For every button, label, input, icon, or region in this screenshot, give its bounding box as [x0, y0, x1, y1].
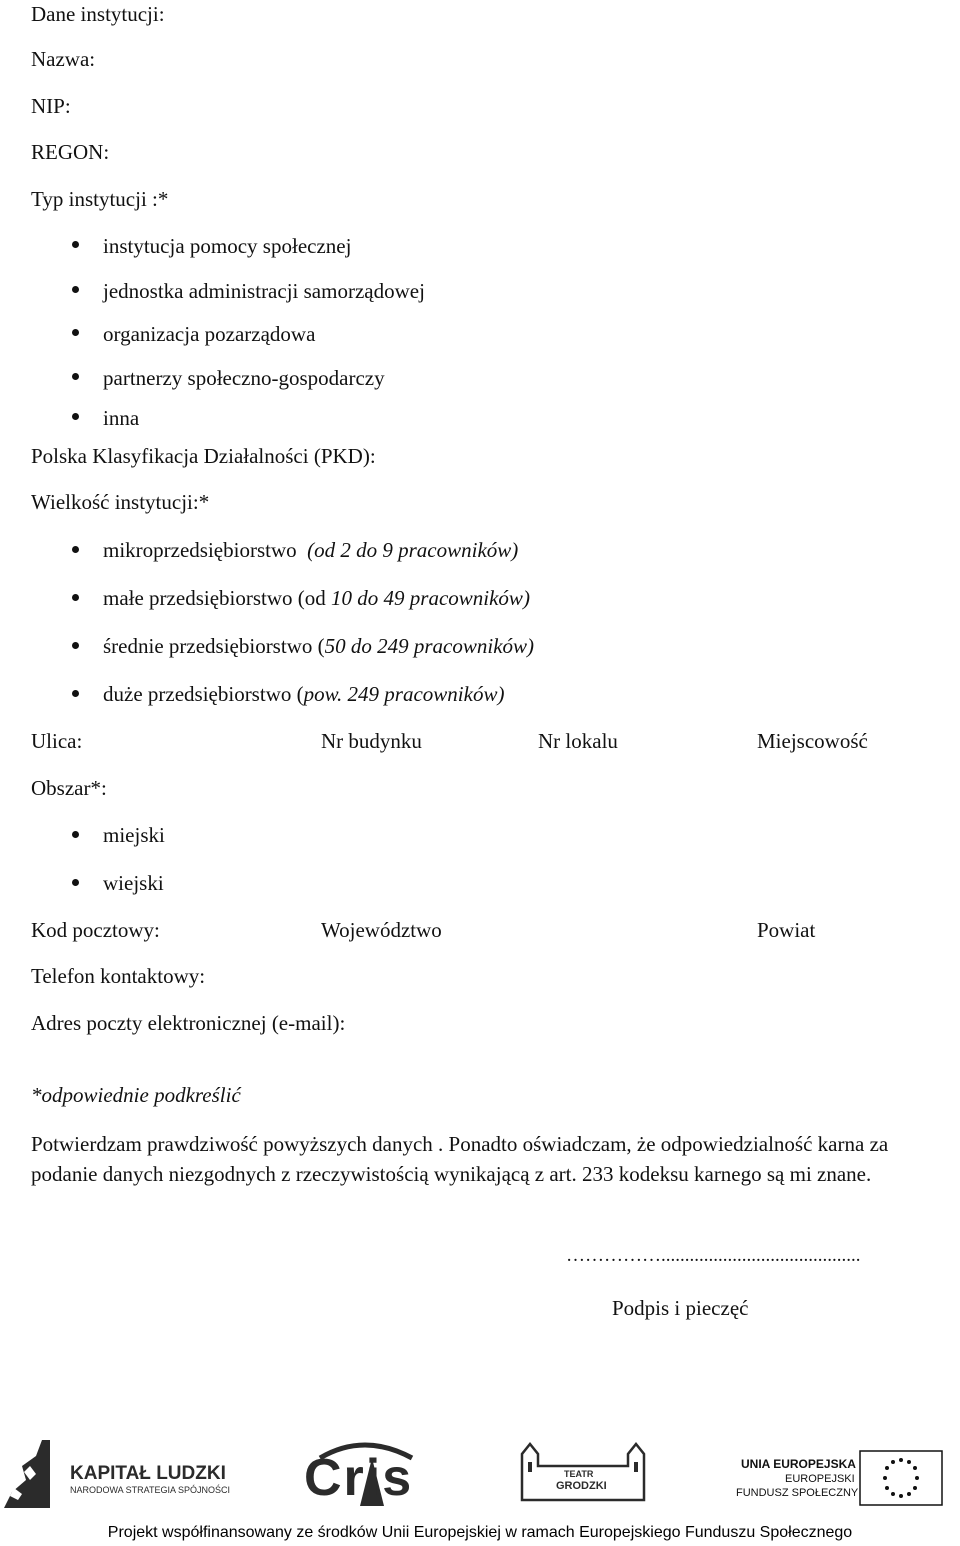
building-label: Nr budynku	[321, 729, 422, 753]
bullet-icon	[72, 413, 79, 420]
size-option-name: mikroprzedsiębiorstwo	[103, 538, 297, 562]
postal-label: Kod pocztowy:	[31, 918, 160, 942]
size-label: Wielkość instytucji:*	[31, 490, 210, 514]
street-label: Ulica:	[31, 729, 83, 753]
bullet-icon	[72, 286, 79, 293]
name-label: Nazwa:	[31, 47, 96, 71]
type-option: inna	[103, 406, 140, 430]
note: *odpowiednie podkreślić	[31, 1083, 241, 1107]
bullet-icon	[72, 831, 79, 838]
bullet-icon	[72, 690, 79, 697]
footer-text: Projekt współfinansowany ze środków Unii Europejskiej w ramach Europejskiego Funduszu Społecznego	[107, 1524, 853, 1541]
bullet-icon	[72, 241, 79, 248]
size-option	[103, 636, 534, 657]
kapital-ludzki-subtitle: NARODOWA STRATEGIA SPÓJNOŚCI	[70, 1485, 231, 1495]
grodzki-text: GRODZKI	[556, 1480, 607, 1492]
cris-text: Cris	[304, 1449, 414, 1507]
signature-label: Podpis i pieczęć	[612, 1296, 749, 1320]
size-option-name: duże przedsiębiorstwo (	[103, 682, 304, 706]
area-option: miejski	[103, 823, 165, 847]
teatr-text: TEATR	[564, 1469, 594, 1479]
bullet-icon	[72, 879, 79, 886]
section-title: Dane instytucji:	[31, 2, 165, 26]
size-option-detail: 10 do 49 pracowników)	[331, 586, 530, 610]
apartment-label: Nr lokalu	[538, 729, 618, 753]
email-label: Adres poczty elektronicznej (e-mail):	[31, 1011, 346, 1035]
size-option-name: małe przedsiębiorstwo (od	[103, 586, 332, 610]
eu-fund-line1: EUROPEJSKI	[785, 1473, 855, 1485]
type-option: jednostka administracji samorządowej	[103, 279, 425, 303]
size-option-detail: (od 2 do 9 pracowników)	[307, 538, 519, 562]
area-option: wiejski	[103, 871, 164, 895]
eu-flag-icon	[859, 1450, 943, 1506]
declaration-line: podanie danych niezgodnych z rzeczywistością wynikającą z art. 233 kodeksu karnego są mi znane.	[31, 1162, 872, 1186]
size-option	[103, 588, 530, 609]
kapital-ludzki-logo	[2, 1436, 242, 1512]
type-option: organizacja pozarządowa	[103, 322, 316, 346]
size-option	[103, 540, 518, 561]
county-label: Powiat	[757, 918, 816, 942]
eu-title: UNIA EUROPEJSKA	[741, 1457, 856, 1471]
size-option-detail: pow. 249 pracowników)	[303, 682, 505, 706]
teatr-grodzki-logo	[518, 1440, 648, 1502]
type-label: Typ instytucji :*	[31, 187, 169, 211]
nip-label: NIP:	[31, 94, 71, 118]
phone-label: Telefon kontaktowy:	[31, 964, 206, 988]
kapital-ludzki-emblem-icon	[2, 1436, 62, 1512]
voivodeship-label: Województwo	[321, 918, 442, 942]
type-option: instytucja pomocy społecznej	[103, 234, 352, 258]
city-label: Miejscowość	[757, 729, 868, 753]
size-option-name: średnie przedsiębiorstwo (	[103, 634, 325, 658]
area-label: Obszar*:	[31, 776, 107, 800]
bullet-icon	[72, 329, 79, 336]
eu-fund-line2: FUNDUSZ SPOŁECZNY	[736, 1487, 859, 1499]
pkd-label: Polska Klasyfikacja Działalności (PKD):	[31, 444, 376, 468]
bullet-icon	[72, 594, 79, 601]
bullet-icon	[72, 642, 79, 649]
signature-line: ……………..........................................	[566, 1245, 861, 1266]
cris-logo	[302, 1436, 427, 1508]
size-option-detail: 50 do 249 pracowników)	[324, 634, 535, 658]
size-option	[103, 684, 504, 705]
kapital-ludzki-title: KAPITAŁ LUDZKI	[70, 1463, 226, 1484]
eu-logo	[735, 1450, 960, 1512]
declaration-line: Potwierdzam prawdziwość powyższych danych . Ponadto oświadczam, że odpowiedzialność karna za	[31, 1132, 889, 1156]
regon-label: REGON:	[31, 140, 110, 164]
bullet-icon	[72, 373, 79, 380]
type-option: partnerzy społeczno-gospodarczy	[103, 366, 385, 390]
bullet-icon	[72, 546, 79, 553]
